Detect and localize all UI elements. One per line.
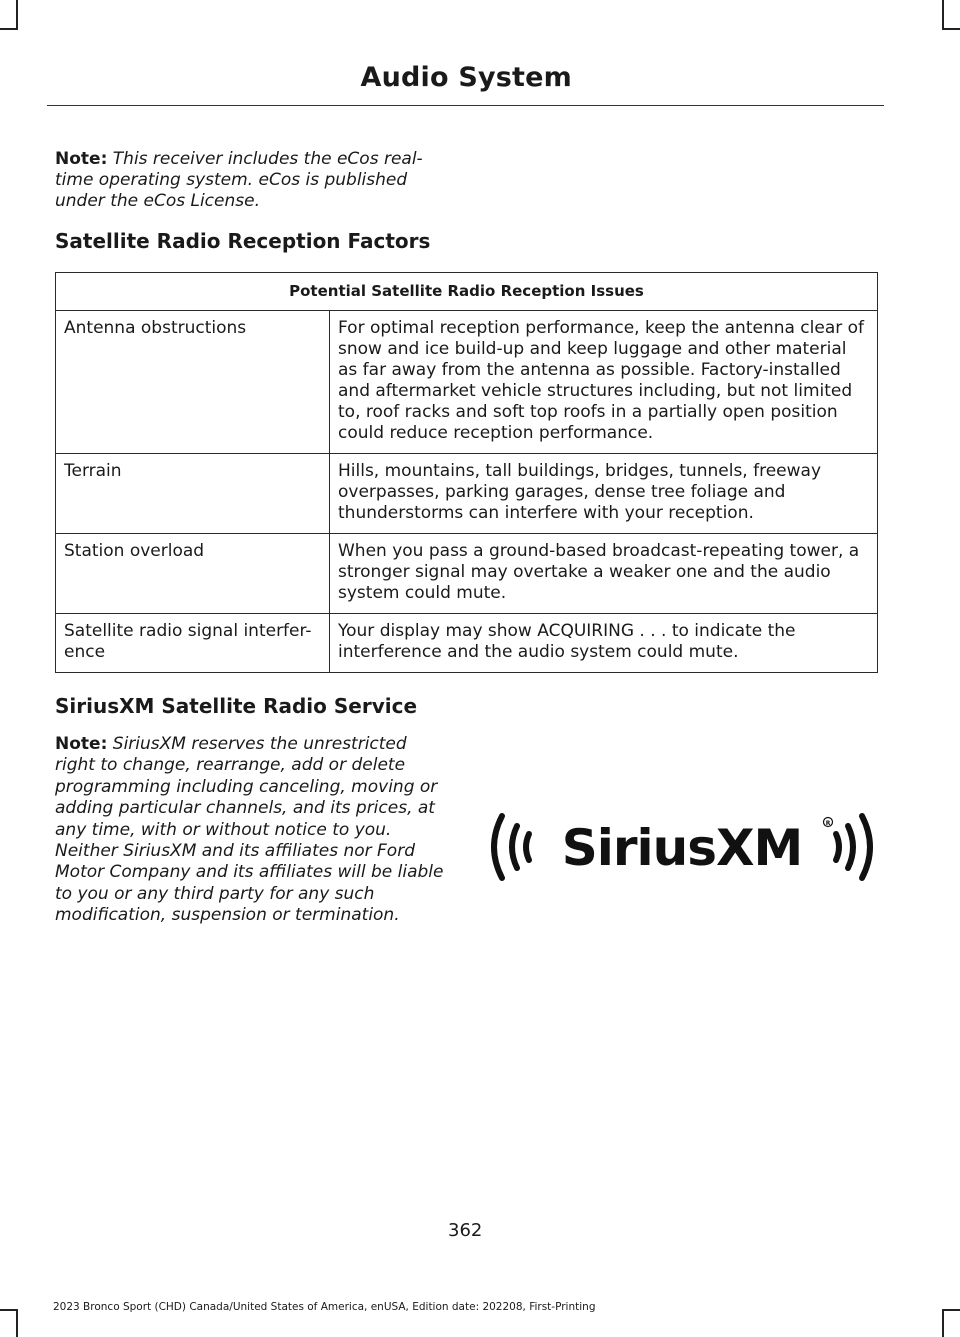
header-divider [47,105,884,106]
crop-mark [0,1309,18,1311]
footer-text: 2023 Bronco Sport (CHD) Canada/United States of America, enUSA, Edition date: 202208, First-Printing [53,1301,596,1313]
issue-cell: Antenna obstructions [56,311,330,454]
description-cell: Hills, mountains, tall buildings, bridges, tunnels, freeway overpasses, parking garages, dense tree foliage and thunderstorms can interfere with your reception. [330,454,878,534]
description-cell: Your display may show ACQUIRING . . . to indicate the interference and the audio system could mute. [330,614,878,673]
table-row [56,534,878,614]
issue-cell: Satellite radio signal interfer-ence [56,614,330,673]
crop-mark [942,1309,960,1311]
crop-mark [16,0,18,28]
description-cell: For optimal reception performance, keep the antenna clear of snow and ice build-up and keep luggage and other material as far away from the antenna as possible. Factory-installed and aftermarket vehicle structures including, but not limited to, roof racks and soft top roofs in a partially open position could reduce reception performance. [330,311,878,454]
note-receiver [55,149,430,212]
table-header-row [56,273,878,311]
note-label: Note: [55,734,108,754]
issue-cell: Terrain [56,454,330,534]
page-number: 362 [448,1220,483,1241]
table-row [56,311,878,454]
siriusxm-logo [484,808,884,890]
crop-mark [942,28,960,30]
section-heading-reception: Satellite Radio Reception Factors [55,229,431,253]
crop-mark [16,1309,18,1337]
crop-mark [942,0,944,28]
note-text: SiriusXM reserves the unrestricted right to change, rearrange, add or delete programming including canceling, moving or adding particular channels, and its prices, at any time, with or without notice to you. Neither SiriusXM and its affiliates nor Ford Motor Company and its affiliates will be liable to you or any third party for any such modification, suspension or termination. [55,734,444,926]
crop-mark [0,28,18,30]
siriusxm-logo-icon [484,808,884,886]
table-row [56,614,878,673]
note-label: Note: [55,149,108,169]
note-siriusxm [55,734,450,927]
crop-mark [942,1309,944,1337]
svg-text:R: R [825,820,831,827]
issue-cell: Station overload [56,534,330,614]
section-heading-siriusxm: SiriusXM Satellite Radio Service [55,694,418,718]
description-cell: When you pass a ground-based broadcast-repeating tower, a stronger signal may overtake a weaker one and the audio system could mute. [330,534,878,614]
note-text: This receiver includes the eCos real-time operating system. eCos is published under the eCos License. [55,149,423,211]
page-title: Audio System [360,62,572,93]
table-row [56,454,878,534]
table-caption: Potential Satellite Radio Reception Issues [56,273,878,311]
siriusxm-wordmark: SiriusXM [561,819,803,877]
reception-issues-table [55,272,878,673]
